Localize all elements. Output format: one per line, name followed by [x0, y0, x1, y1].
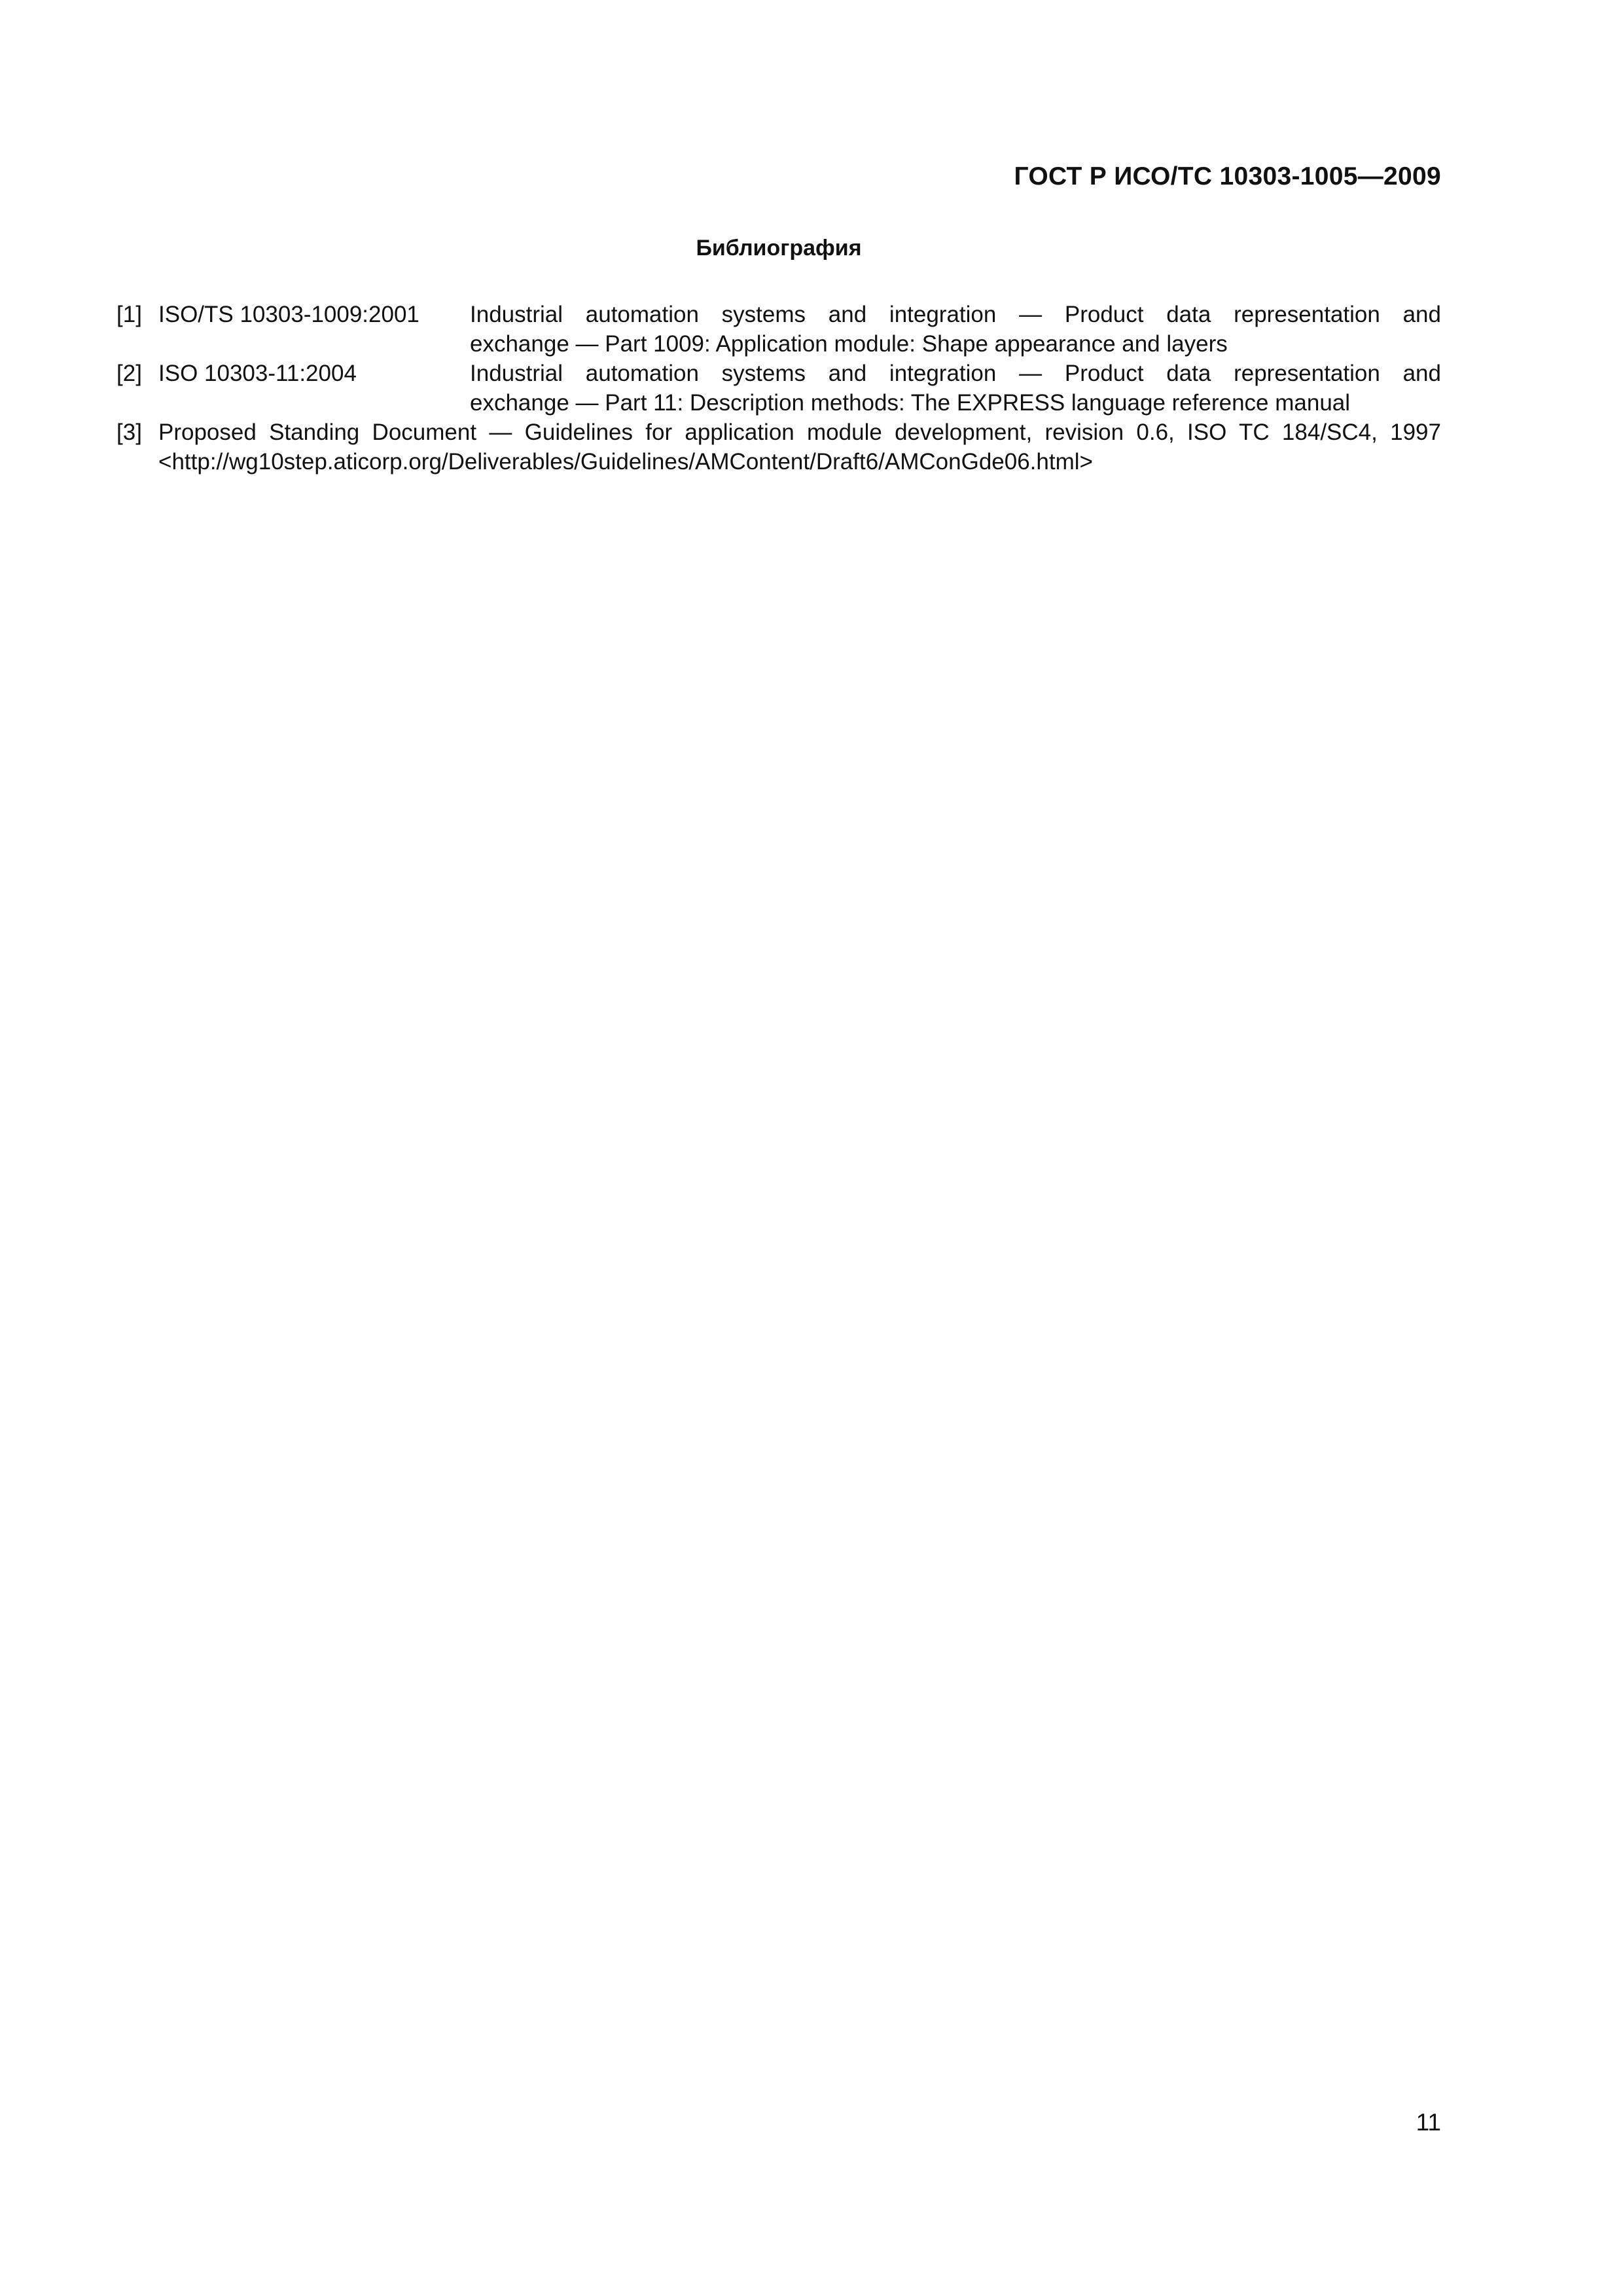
- bibliography-list: [116, 300, 1441, 476]
- entry-text-line: Proposed Standing Document — Guidelines for application module development, revision 0.6, ISO TC 184/SC4, 1997: [158, 420, 1441, 445]
- entry-reference: ISO/TS 10303-1009:2001: [158, 302, 419, 327]
- entry-title-line: Industrial automation systems and integration — Product data representation and: [470, 361, 1441, 386]
- entry-title-line: exchange — Part 11: Description methods: The EXPRESS language reference manual: [470, 390, 1351, 416]
- entry-title-line: Industrial automation systems and integration — Product data representation and: [470, 302, 1441, 327]
- entry-number: [3]: [116, 420, 142, 445]
- entry-title: [470, 359, 1441, 418]
- entry-number: [1]: [116, 302, 142, 327]
- bibliography-heading: Библиография: [696, 236, 862, 260]
- entry-title-line: exchange — Part 1009: Application module: Shape appearance and layers: [470, 331, 1228, 357]
- entry-url: <http://wg10step.aticorp.org/Deliverables/Guidelines/AMContent/Draft6/AMConGde06.html>: [158, 449, 1093, 475]
- bibliography-entry-1: [116, 300, 1441, 359]
- bibliography-entry-2: [116, 359, 1441, 418]
- entry-title: [470, 300, 1441, 359]
- bibliography-entry-3: [116, 418, 1441, 476]
- entry-reference: ISO 10303-11:2004: [158, 361, 357, 386]
- document-code-header: ГОСТ Р ИСО/ТС 10303-1005—2009: [1014, 162, 1441, 190]
- entry-text: [158, 418, 1441, 476]
- entry-number: [2]: [116, 361, 142, 386]
- page-number: 11: [1416, 2109, 1441, 2136]
